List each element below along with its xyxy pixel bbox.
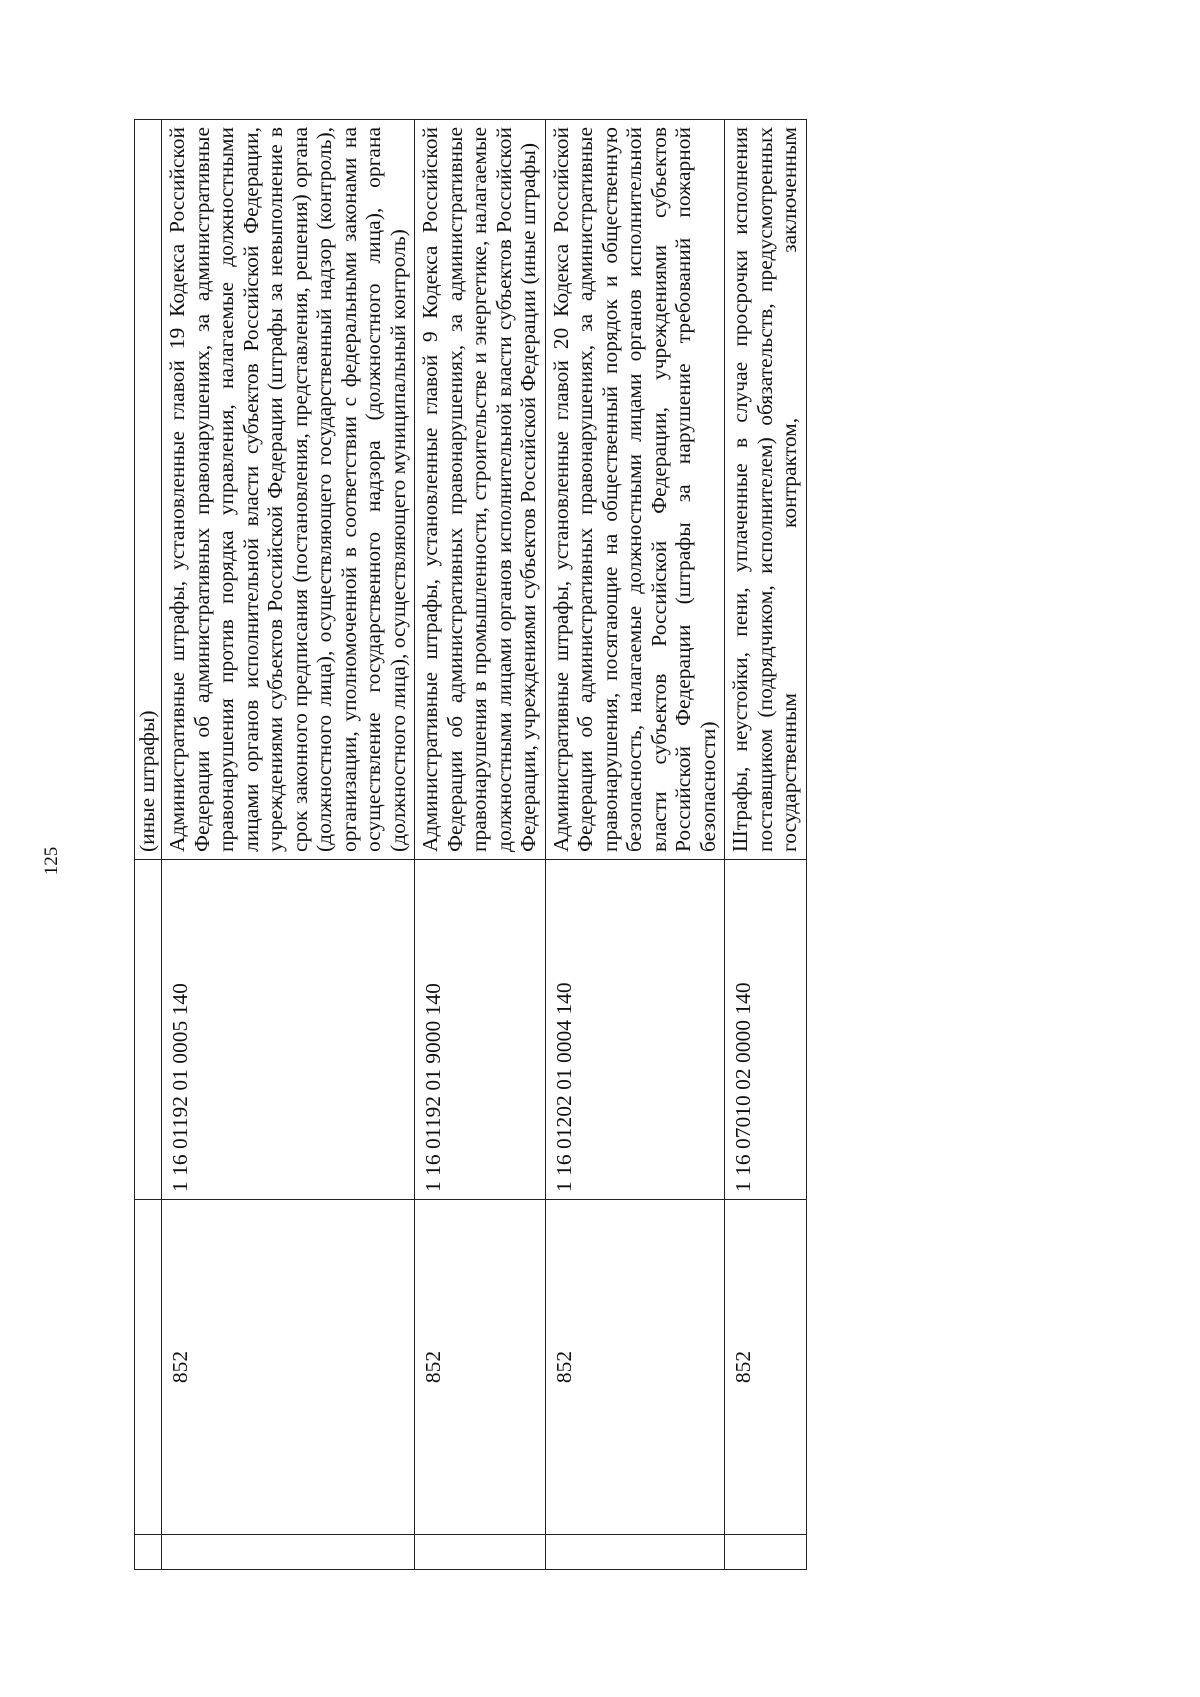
page-number: 125: [41, 846, 62, 876]
spacer-cell: [415, 1535, 546, 1570]
table-row: [162, 120, 415, 1570]
revenue-codes-table: [134, 119, 807, 1570]
spacer-cell: [135, 1535, 162, 1570]
budget-code-cell: [135, 860, 162, 1200]
description-cell: Административные штрафы, установленные главой 9 Кодекса Российской Федерации об административных правонарушениях, за административные правонарушения в промышленности, строительстве и энергетике, налагаемые должностными лицами органов исполнительной власти субъектов Российской Федерации, учреждениями субъектов Российской Федерации (иные штрафы): [415, 120, 546, 860]
rotated-table-container: [134, 120, 1054, 1570]
budget-code-cell: 1 16 01192 01 0005 140: [162, 860, 415, 1200]
admin-code-cell: 852: [415, 1200, 546, 1535]
budget-code-cell: 1 16 07010 02 0000 140: [725, 860, 807, 1200]
table-row: [725, 120, 807, 1570]
spacer-cell: [725, 1535, 807, 1570]
table-row: [545, 120, 725, 1570]
description-cell: (иные штрафы): [135, 120, 162, 860]
description-cell: Штрафы, неустойки, пени, уплаченные в случае просрочки исполнения поставщиком (подрядчиком, исполнителем) обязательств, предусмотренных государственным контрактом, заключенным: [725, 120, 807, 860]
budget-code-cell: 1 16 01202 01 0004 140: [545, 860, 725, 1200]
table-row-continuation: [135, 120, 162, 1570]
spacer-cell: [162, 1535, 415, 1570]
admin-code-cell: 852: [545, 1200, 725, 1535]
admin-code-cell: [135, 1200, 162, 1535]
spacer-cell: [545, 1535, 725, 1570]
admin-code-cell: 852: [162, 1200, 415, 1535]
description-cell: Административные штрафы, установленные главой 19 Кодекса Российской Федерации об административных правонарушениях, за административные правонарушения против порядка управления, налагаемые должностными лицами органов исполнительной власти субъектов Российской Федерации, учреждениями субъектов Российской Федерации (штрафы за невыполнение в срок законного предписания (постановления, представления, решения) органа (должностного лица), осуществляющего государственный надзор (контроль), организации, уполномоченной в соответствии с федеральными законами на осуществление государственного надзора (должностного лица), органа (должностного лица), осуществляющего муниципальный контроль): [162, 120, 415, 860]
description-cell: Административные штрафы, установленные главой 20 Кодекса Российской Федерации об административных правонарушениях, за административные правонарушения, посягающие на общественный порядок и общественную безопасность, налагаемые должностными лицами органов исполнительной власти субъектов Российской Федерации, учреждениями субъектов Российской Федерации (штрафы за нарушение требований пожарной безопасности): [545, 120, 725, 860]
table-row: [415, 120, 546, 1570]
admin-code-cell: 852: [725, 1200, 807, 1535]
budget-code-cell: 1 16 01192 01 9000 140: [415, 860, 546, 1200]
